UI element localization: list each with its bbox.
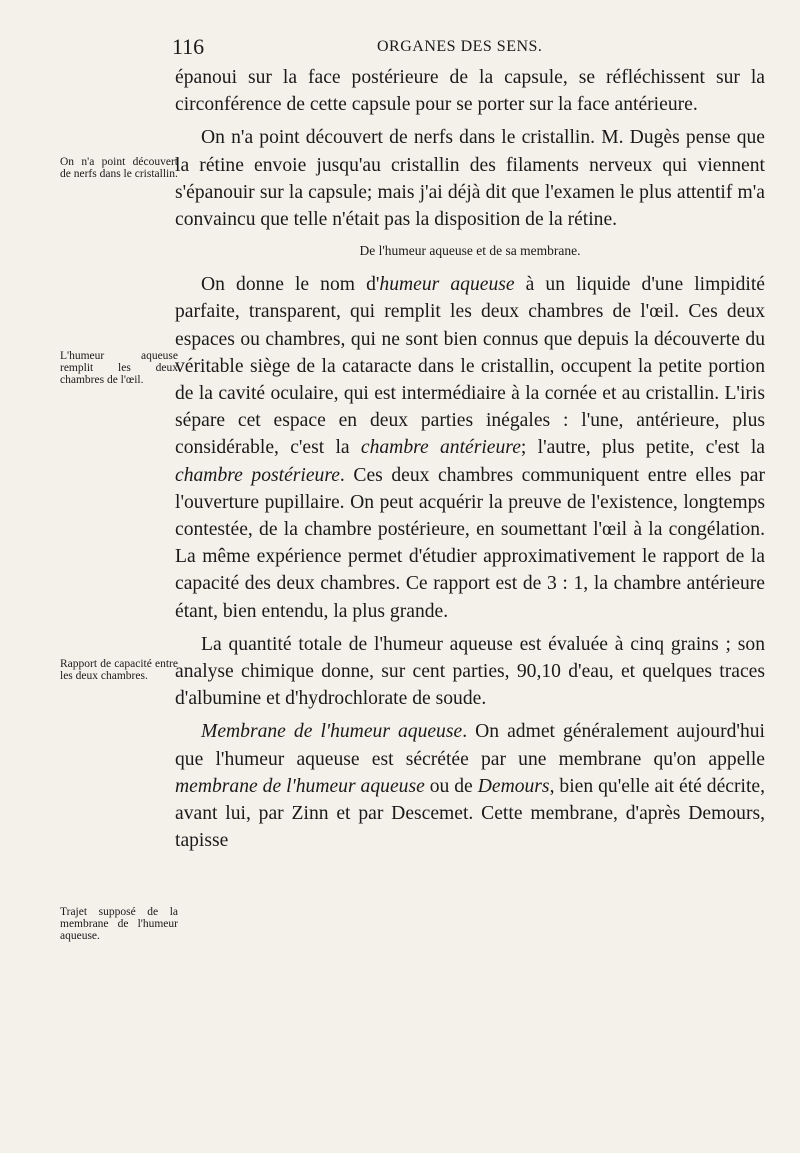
p3-text-a: On donne le nom d' — [201, 274, 380, 296]
margin-note-nerves: On n'a point découvert de nerfs dans le cristallin. — [60, 156, 178, 180]
page-number: 116 — [172, 34, 205, 59]
p3-term-humeur-aqueuse: humeur aqueuse — [379, 274, 515, 296]
p5-text-b: . On admet généralement aujourd'hui que l'humeur aqueuse est sécrétée par une membrane qu'on appelle — [175, 721, 765, 770]
p3-text-g: . Ces deux chambres communiquent entre elles par l'ouverture pupillaire. On peut acquérir la preuve de l'existence, longtemps contestée, de la chambre postérieure, en soumettant l'œil à la congélation. La même expérience permet d'étudier approximativement le rapport de la capacité des deux chambres. Ce rapport est de 3 : 1, la chambre antérieure étant, bien entendu, la plus grande. — [175, 464, 765, 622]
p5-term-membrane: membrane de l'humeur aqueuse — [175, 775, 425, 797]
p3-term-chambre-posterieure: chambre postérieure — [175, 464, 340, 486]
paragraph-2: On n'a point découvert de nerfs dans le cristallin. M. Dugès pense que la rétine envoie jusqu'au cristallin des filaments nerveux qui viennent s'épanouir sur la capsule; mais j'ai déjà dit que l'examen le plus attentif m'a convaincu que telle n'était pas la disposition de la rétine. — [175, 127, 765, 231]
p3-term-chambre-anterieure: chambre antérieure — [360, 437, 521, 459]
paragraph-5 — [175, 718, 765, 854]
page-header — [172, 34, 762, 64]
margin-note-capacity-ratio: Rapport de capacité entre les deux chambres. — [60, 658, 178, 682]
running-title: ORGANES DES SENS. — [377, 38, 543, 55]
p3-text-e: ; l'autre, plus petite, c'est la — [520, 437, 765, 459]
page-body — [175, 64, 765, 854]
paragraph-4: La quantité totale de l'humeur aqueuse est évaluée à cinq grains ; son analyse chimique donne, sur cent parties, 90,10 d'eau, et quelques traces d'albumine et d'hydrochlorate de soude. — [175, 633, 765, 710]
p5-term-demours: Demours — [477, 775, 550, 797]
paragraph-1: épanoui sur la face postérieure de la capsule, se réfléchissent sur la circonférence de cette capsule pour se porter sur la face antérieure. — [175, 67, 765, 116]
margin-note-aqueous-humor: L'humeur aqueuse remplit les deux chambres de l'œil. — [60, 350, 178, 386]
p3-text-c: à un liquide d'une limpidité parfaite, transparent, qui remplit les deux chambres de l'œil. Ces deux espaces ou chambres, qui ne sont bien connus que depuis la découverte du véritable siège de la cataracte dans le cristallin, occupent la petite portion de la cavité oculaire, qui est intermédiaire à la cornée et au cristallin. L'iris sépare cet espace en deux parties inégales : l'une, antérieure, plus considérable, c'est la — [175, 274, 765, 459]
p5-text-f: , bien qu'elle ait été décrite, avant lui, par Zinn et par Descemet. Cette membrane, d'après Demours, tapisse — [175, 775, 765, 852]
paragraph-3 — [175, 271, 765, 625]
p5-heading-membrane: Membrane de l'humeur aqueuse — [201, 721, 463, 743]
section-title: De l'humeur aqueuse et de sa membrane. — [359, 243, 581, 259]
p5-text-d: ou de — [424, 775, 478, 797]
margin-note-membrane-path: Trajet supposé de la membrane de l'humeur aqueuse. — [60, 906, 178, 942]
